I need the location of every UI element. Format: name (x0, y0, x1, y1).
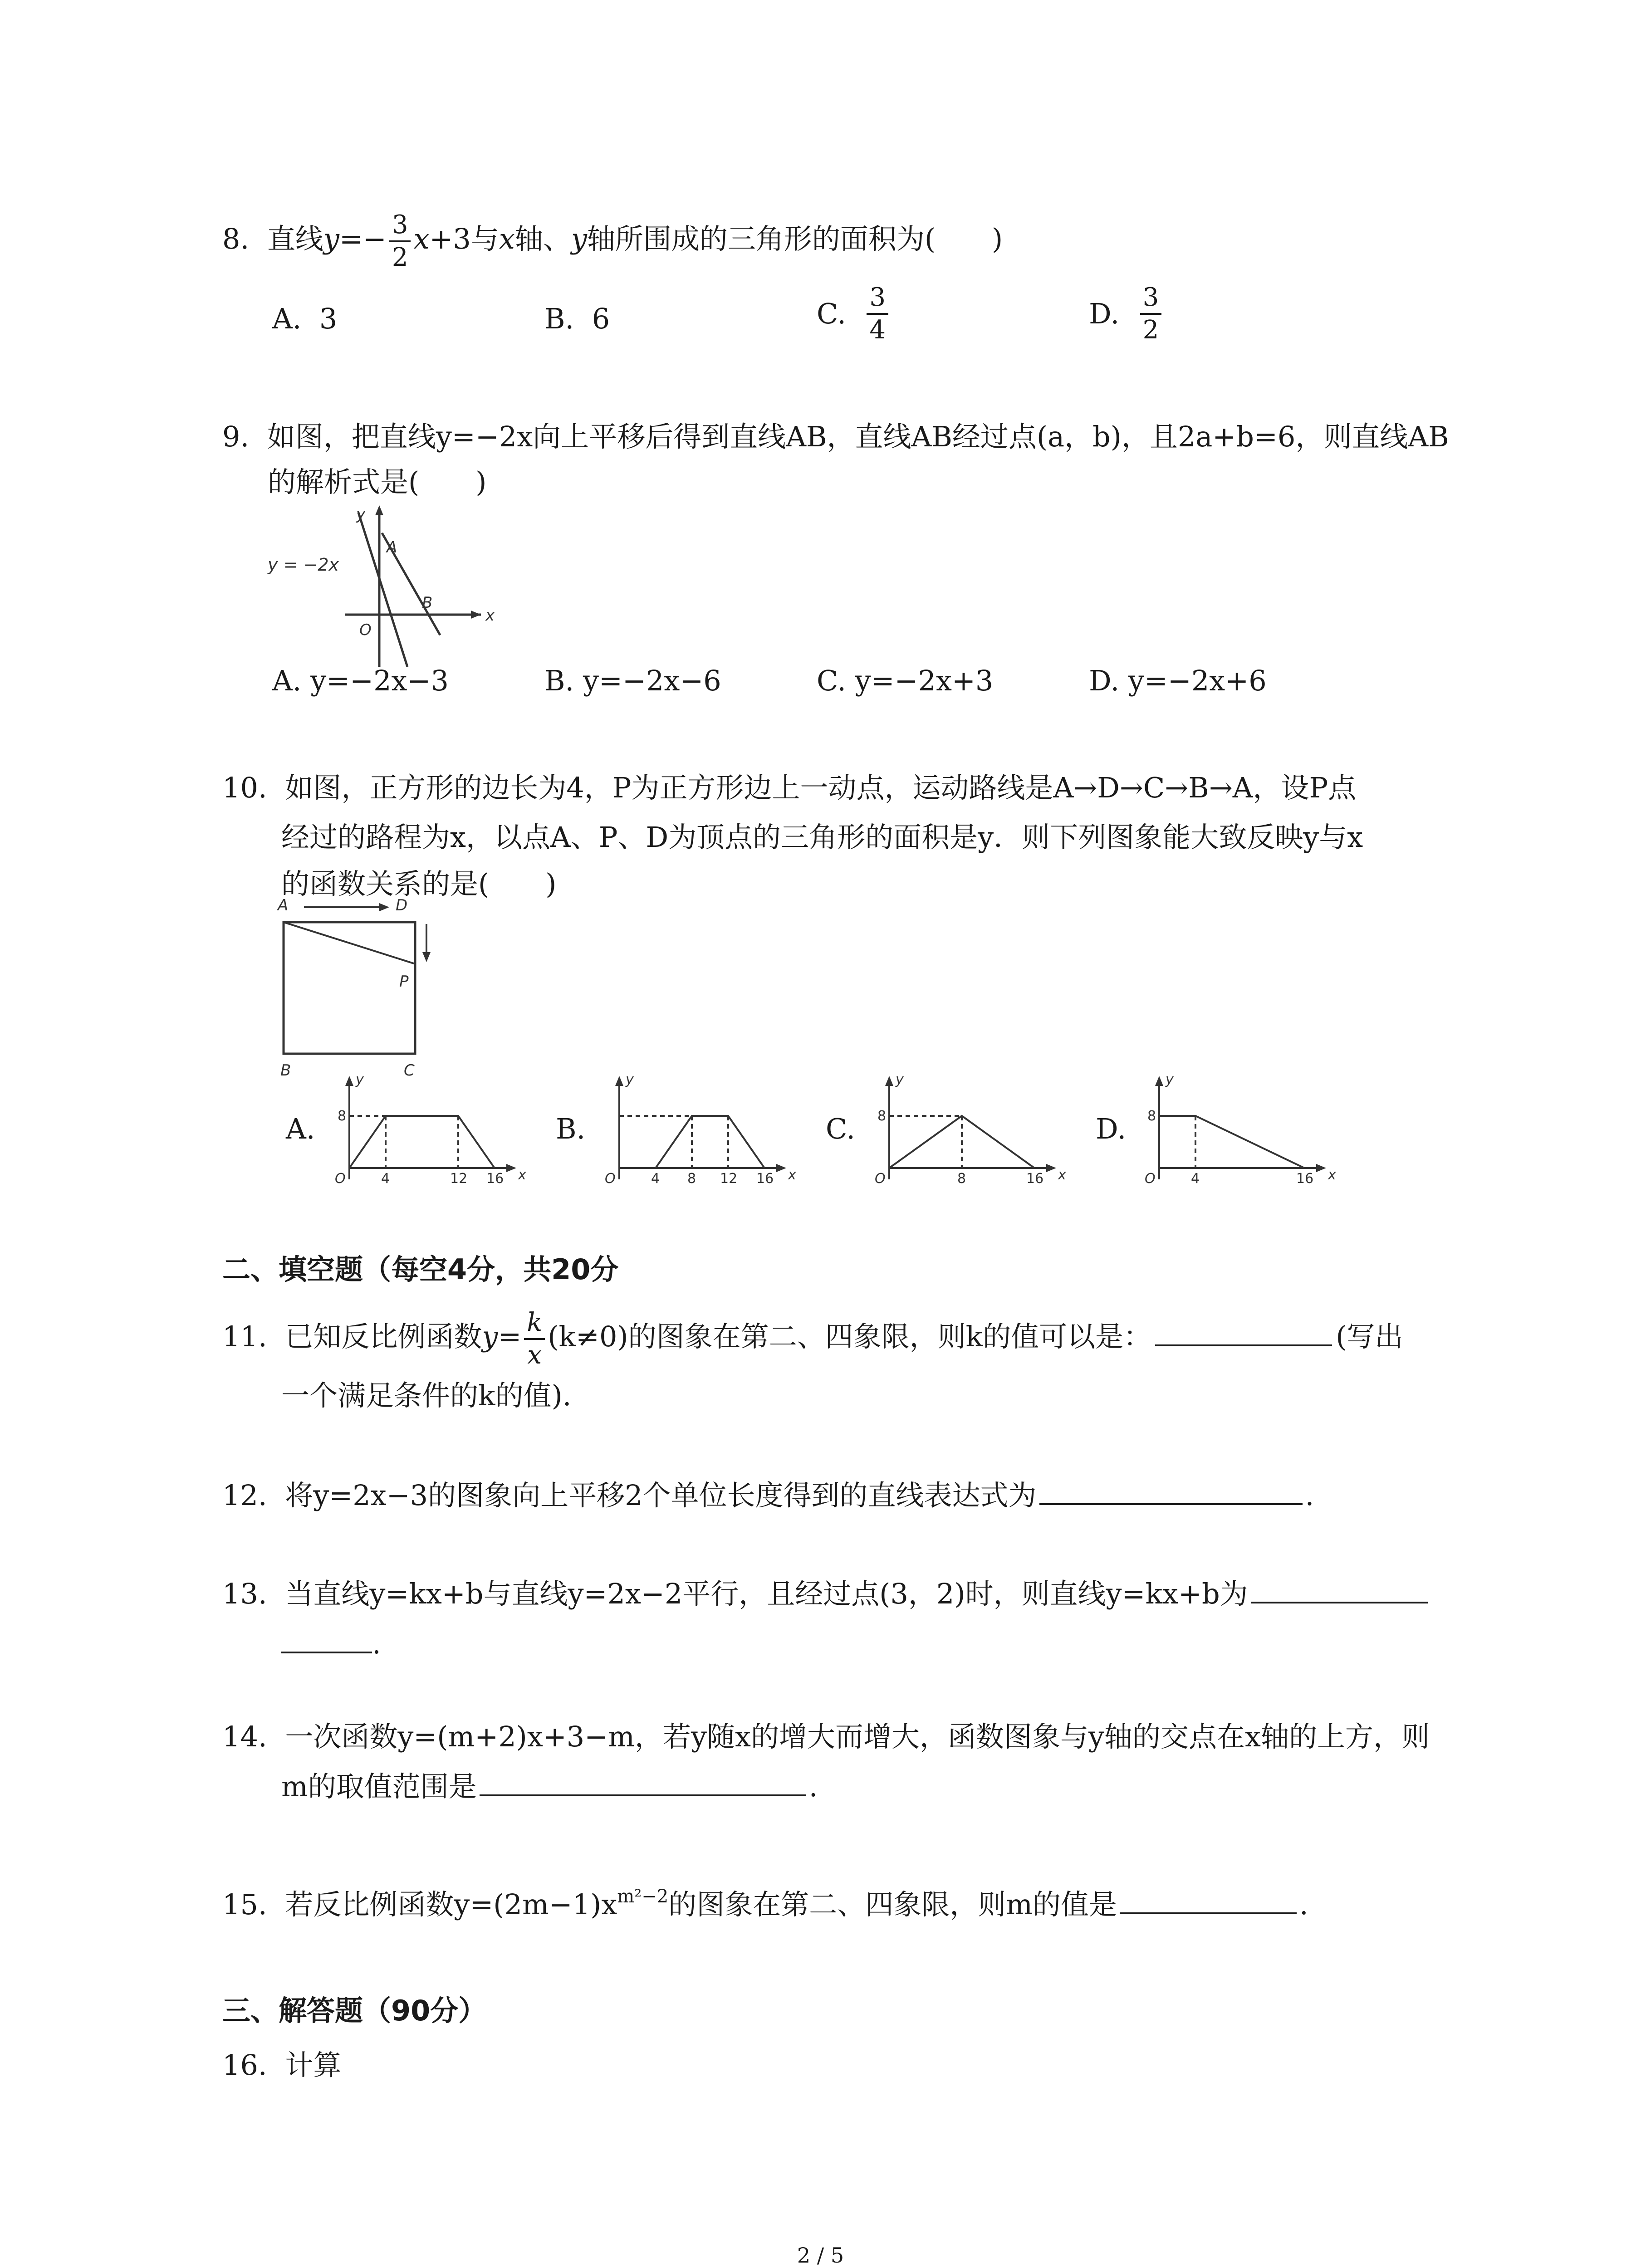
q10-d-curve (1159, 1116, 1304, 1168)
section-2-heading: 二、填空题（每空4分，共20分 (222, 1253, 619, 1286)
q8-opt-d-fraction (1140, 285, 1162, 343)
q9-label-y: y (356, 505, 366, 523)
q11-eq: = (498, 1320, 522, 1354)
q10-label-b: B (280, 1061, 291, 1080)
q10-d-y: y (1166, 1072, 1174, 1088)
q10-a-8: 8 (338, 1108, 347, 1124)
q10-option-a-label[interactable]: A. (286, 1112, 315, 1145)
q12-answer-blank[interactable] (1039, 1478, 1303, 1505)
q11-frac-num: k (524, 1310, 545, 1340)
page-number: 2 / 5 (797, 2243, 844, 2268)
q12-number: 12. (222, 1479, 267, 1512)
q15-exponent: m²−2 (617, 1886, 669, 1907)
q8-opt-c-fraction (867, 285, 888, 343)
q13-stem-line2 (281, 1626, 381, 1658)
q14-stem-line2 (281, 1769, 818, 1801)
q11-pre: 已知反比例函数 (285, 1320, 482, 1354)
q10-d-x: x (1328, 1167, 1336, 1183)
q8-tail: +3与 (429, 222, 499, 256)
q10-b-x: x (788, 1167, 796, 1183)
q10-d-o: O (1145, 1171, 1156, 1187)
q8-option-d[interactable] (1089, 285, 1164, 343)
q13-text: 当直线y=kx+b与直线y=2x−2平行，且经过点(3，2)时，则直线y=kx+b为 (285, 1577, 1248, 1610)
q8-eq: =− (339, 222, 387, 256)
q10-label-p: P (399, 973, 409, 991)
q10-c-t16: 16 (1026, 1171, 1044, 1187)
q10-a-t16: 16 (486, 1171, 504, 1187)
q10-b-t8: 8 (687, 1171, 696, 1187)
q8-mid: 轴、 (514, 222, 571, 256)
q10-b-y: y (626, 1072, 634, 1088)
q10-square (284, 922, 415, 1054)
q8-opt-c-den: 4 (869, 315, 886, 345)
q8-option-a[interactable] (272, 302, 338, 335)
q13-end: . (372, 1627, 381, 1660)
q16-stem (222, 2048, 342, 2082)
q9-stem-line2 (268, 465, 487, 499)
q9-number: 9. (222, 420, 250, 453)
q11-stem-line2 (281, 1379, 572, 1412)
q10-b-t4: 4 (651, 1171, 660, 1187)
q10-graph-a[interactable] (322, 1070, 531, 1193)
q9-label-x: x (485, 606, 495, 625)
q10-d-8: 8 (1147, 1108, 1156, 1124)
q10-a-t12: 12 (450, 1171, 468, 1187)
q11-after: (写出 (1336, 1320, 1403, 1354)
q10-graph-c[interactable] (862, 1070, 1071, 1193)
q9-y-arrowhead (375, 505, 383, 515)
q8-opt-a-value: 3 (319, 302, 338, 335)
q8-stem (222, 212, 1003, 270)
q10-c-x: x (1058, 1167, 1066, 1183)
q9-stem-line1 (222, 420, 1449, 453)
q10-stem-line3 (281, 867, 557, 900)
q8-option-c[interactable] (817, 285, 891, 343)
q9-option-b[interactable]: B. y=−2x−6 (544, 664, 721, 697)
q14-line2: m的取值范围是 (281, 1770, 477, 1803)
q11-stem-line1 (222, 1310, 1403, 1368)
q9-label-b: B (422, 594, 433, 612)
q10-line2: 经过的路程为x，以点A、P、D为顶点的三角形的面积是y．则下列图象能大致反映y与x (281, 821, 1363, 854)
q10-graph-b[interactable] (592, 1070, 801, 1193)
q10-line1: 如图，正方形的边长为4，P为正方形边上一动点，运动路线是A→D→C→B→A，设P点 (285, 771, 1357, 804)
q10-a-x: x (518, 1167, 526, 1183)
q8-opt-c-num: 3 (867, 285, 888, 315)
q10-c-8: 8 (877, 1108, 887, 1124)
q14-answer-blank[interactable] (480, 1769, 806, 1796)
q10-c-o: O (875, 1171, 886, 1187)
q15-stem (222, 1887, 1308, 1919)
q10-a-o: O (335, 1171, 346, 1187)
q8-fraction (389, 212, 411, 270)
q10-b-o: O (605, 1171, 616, 1187)
q14-line1: 一次函数y=(m+2)x+3−m，若y随x的增大而增大，函数图象与y轴的交点在x轴的上方，则 (285, 1720, 1430, 1753)
q10-a-curve (349, 1116, 495, 1168)
q11-number: 11. (222, 1320, 267, 1354)
q10-a-t4: 4 (381, 1171, 390, 1187)
q11-fraction (524, 1310, 545, 1368)
q8-opt-c-label: C. (817, 297, 846, 330)
q10-stem-line2 (281, 821, 1363, 854)
q8-option-b[interactable] (544, 302, 610, 335)
q12-text: 将y=2x−3的图象向上平移2个单位长度得到的直线表达式为 (285, 1479, 1037, 1512)
q10-d-t16: 16 (1296, 1171, 1314, 1187)
q16-number: 16. (222, 2048, 267, 2082)
q12-stem (222, 1478, 1314, 1510)
q10-label-a: A (278, 896, 289, 914)
q9-label-o: O (359, 621, 372, 639)
q14-number: 14. (222, 1720, 267, 1753)
q8-x2: x (499, 222, 515, 256)
q14-end: . (808, 1770, 818, 1803)
q13-stem (222, 1576, 1428, 1608)
q8-number: 8. (222, 222, 250, 256)
q10-graph-d[interactable] (1132, 1070, 1341, 1193)
q10-option-c-label[interactable]: C. (826, 1112, 855, 1145)
q9-figure (263, 499, 517, 671)
q8-frac-num: 3 (389, 212, 411, 242)
q15-end: . (1299, 1888, 1308, 1921)
q9-option-a[interactable]: A. y=−2x−3 (272, 664, 449, 697)
q15-post: 的图象在第二、四象限，则m的值是 (668, 1888, 1117, 1921)
section-3-heading: 三、解答题（90分） (222, 1994, 487, 2027)
q9-label-eq: y = −2x (268, 555, 339, 575)
q13-answer-blank-2[interactable] (281, 1626, 372, 1653)
q8-opt-d-den: 2 (1142, 315, 1159, 345)
q10-arrowhead-ad (379, 903, 389, 911)
q8-opt-d-num: 3 (1140, 285, 1162, 315)
q10-line3: 的函数关系的是( ) (281, 867, 557, 900)
q13-number: 13. (222, 1577, 267, 1610)
q9-line2: 的解析式是( ) (268, 465, 487, 499)
q13-answer-blank-1[interactable] (1251, 1576, 1428, 1603)
q10-option-b-label[interactable]: B. (556, 1112, 586, 1145)
q10-square-figure (268, 896, 449, 1086)
q10-stem-line1 (222, 771, 1357, 804)
q10-a-y: y (356, 1072, 364, 1088)
q12-end: . (1305, 1479, 1314, 1512)
q10-b-t12: 12 (720, 1171, 738, 1187)
q10-d-t4: 4 (1191, 1171, 1200, 1187)
q8-y: y (323, 222, 339, 256)
q10-label-c: C (404, 1061, 415, 1080)
q10-arrowhead-dc (422, 952, 431, 962)
q11-frac-den: x (527, 1340, 542, 1370)
q10-label-d: D (396, 896, 408, 914)
q15-number: 15. (222, 1888, 267, 1921)
q15-pre: 若反比例函数y=(2m−1)x (285, 1888, 617, 1921)
q9-line1: 如图，把直线y=−2x向上平移后得到直线AB，直线AB经过点(a，b)，且2a+b=6，则直线AB (267, 420, 1449, 453)
q14-stem-line1 (222, 1720, 1430, 1753)
q11-y: y (482, 1320, 498, 1354)
q8-opt-a-label: A. (272, 302, 302, 335)
q8-frac-den: 2 (392, 243, 408, 272)
q8-x: x (413, 222, 430, 256)
q8-text-pre: 直线 (267, 222, 323, 256)
q11-answer-blank[interactable] (1155, 1319, 1332, 1346)
q11-line2: 一个满足条件的k的值). (281, 1379, 572, 1412)
q9-x-arrowhead (471, 611, 481, 619)
q11-cond: (k≠0)的图象在第二、四象限，则k的值可以是： (548, 1320, 1152, 1354)
q8-end: 轴所围成的三角形的面积为( ) (587, 222, 1003, 256)
q10-segment-ap (284, 922, 415, 964)
q9-option-c[interactable]: C. y=−2x+3 (817, 664, 994, 697)
q8-y2: y (571, 222, 587, 256)
q16-text: 计算 (285, 2048, 342, 2082)
q8-opt-b-label: B. (544, 302, 574, 335)
q10-number: 10. (222, 771, 267, 804)
q10-c-y: y (896, 1072, 904, 1088)
q10-c-t8: 8 (957, 1171, 966, 1187)
q10-option-d-label[interactable]: D. (1096, 1112, 1127, 1145)
q9-option-d[interactable]: D. y=−2x+6 (1089, 664, 1267, 697)
q15-answer-blank[interactable] (1120, 1887, 1297, 1914)
q10-b-t16: 16 (756, 1171, 774, 1187)
q9-label-a: A (387, 538, 397, 557)
q8-opt-b-value: 6 (592, 302, 610, 335)
q8-opt-d-label: D. (1089, 297, 1120, 330)
